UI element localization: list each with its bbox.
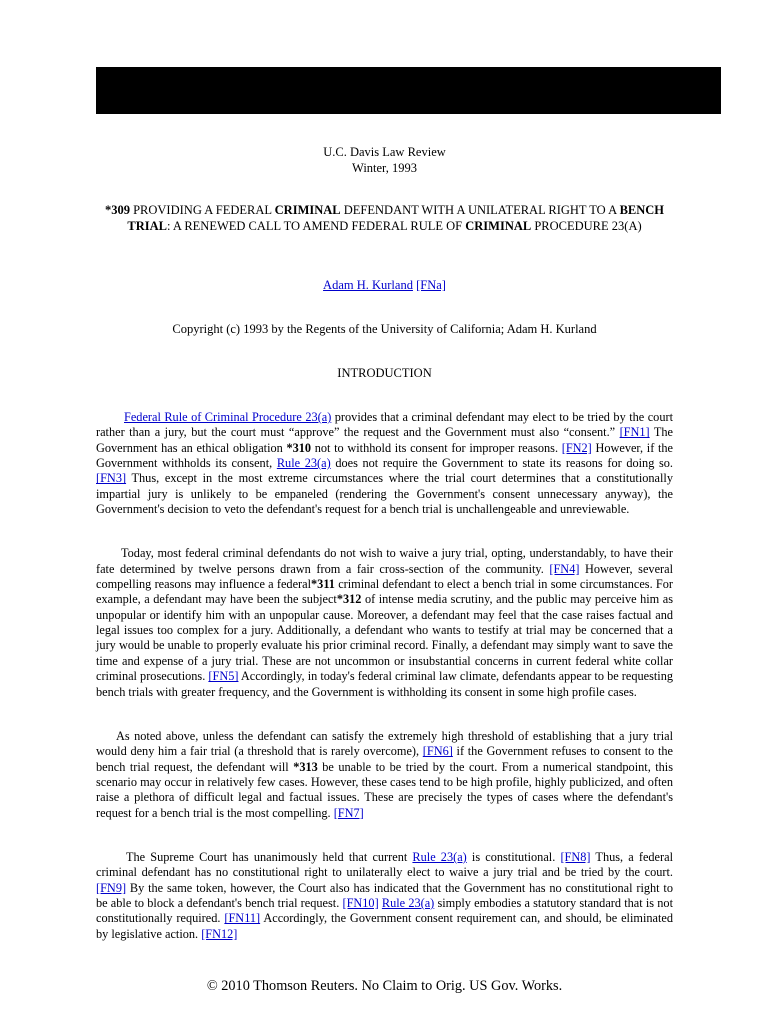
rule-23a-link[interactable]: Federal Rule of Criminal Procedure 23(a) (124, 410, 332, 424)
text: Thus, except in the most extreme circumstances where the trial court determines that a constitutionally impartial jury is unlikely to be empaneled (rendering the Government's consent unnecessary anyway), the Government's decision to veto the defendant's request for a bench trial is unchallengeable and unreviewable. (96, 471, 673, 517)
page-star-311: *311 (311, 577, 335, 592)
paragraph-4 (96, 850, 673, 942)
article-body (96, 410, 673, 971)
page-star-309: *309 (104, 203, 130, 217)
text: if the Government refuses to consent to the bench trial request, the defendant will (96, 744, 673, 774)
footnote-link-fn11[interactable]: [FN11] (224, 911, 261, 926)
title-text: PROCEDURE 23(A) (531, 218, 642, 233)
footnote-link-fn6[interactable]: [FN6] (422, 744, 453, 759)
section-heading: INTRODUCTION (337, 366, 432, 380)
text: be unable to be tried by the court. From a numerical standpoint, this scenario may occur in relatively few cases. However, these cases tend to be high profile, highly publicized, and often raise a plethora of difficult legal and factual issues. These are precisely the types of cases where the defendant's request for a bench trial is the most compelling. (96, 759, 673, 820)
copyright-notice: Copyright (c) 1993 by the Regents of the University of California; Adam H. Kurland (172, 322, 597, 336)
text: criminal defendant to elect a bench trial in some circumstances. For example, a defendant may have been the subject (96, 577, 673, 607)
text: not to withhold its consent for improper reasons. (311, 440, 562, 455)
author-line (96, 278, 673, 294)
text: The Government has an ethical obligation (96, 425, 673, 455)
text: The Supreme Court has unanimously held that current (126, 849, 413, 864)
title-text: PROVIDING A FEDERAL (129, 203, 275, 217)
text: However, if the Government withholds its consent, (96, 440, 673, 471)
footnote-link-fn8[interactable]: [FN8] (560, 849, 591, 864)
title-text: DEFENDANT WITH A UNILATERAL RIGHT TO A (340, 203, 620, 217)
text: is constitutional. (466, 849, 561, 864)
footnote-link-fn4[interactable]: [FN4] (549, 561, 580, 576)
text: Accordingly, in today's federal criminal law climate, defendants appear to be requesting bench trials with greater frequency, and the Government is withholding its consent in some high profile cases. (96, 669, 673, 699)
text: Accordingly, the Government consent requirement can, and should, be eliminated by legislative action. (96, 911, 673, 941)
page-star-313: *313 (293, 759, 318, 774)
journal-name: U.C. Davis Law Review (323, 145, 446, 159)
text: simply embodies a statutory standard that is not constitutionally required. (96, 895, 673, 926)
footnote-link-fn7[interactable]: [FN7] (333, 805, 364, 820)
title-term: BENCH TRIAL (127, 203, 665, 233)
text: Thus, a federal criminal defendant has no constitutional right to unilaterally elect to waive a jury trial and be tried by the court. (96, 849, 673, 880)
paragraph-1 (96, 410, 673, 517)
page-star-312: *312 (336, 592, 362, 607)
text: Today, most federal criminal defendants do not wish to waive a jury trial, opting, understandably, to have their fate determined by twelve persons drawn from a fair cross-section of the community. (96, 546, 673, 576)
footnote-link-fn9[interactable]: [FN9] (96, 880, 127, 895)
article-title (96, 203, 673, 234)
text: provides that a criminal defendant may elect to be tried by the court rather than a jury, but the court must “approve” the request and the Government must also “consent.” (96, 410, 673, 440)
text: However, several compelling reasons may influence a federal (96, 561, 673, 592)
page-star-310: *310 (286, 440, 312, 455)
footnote-link-fn3[interactable]: [FN3] (96, 471, 127, 486)
paragraph-2 (96, 546, 673, 699)
rule-23a-link[interactable]: Rule 23(a) (276, 456, 331, 471)
journal-info (96, 145, 673, 176)
footnote-link-fn5[interactable]: [FN5] (208, 669, 239, 684)
rule-23a-link[interactable]: Rule 23(a) (412, 849, 467, 864)
author-footnote-link[interactable]: [FNa] (416, 278, 446, 292)
text: By the same token, however, the Court also has indicated that the Government has no constitutional right to be able to block a defendant's bench trial request. (96, 880, 673, 910)
footnote-link-fn12[interactable]: [FN12] (201, 926, 238, 941)
journal-date: Winter, 1993 (352, 160, 417, 175)
page-footer: © 2010 Thomson Reuters. No Claim to Orig. US Gov. Works. (206, 978, 563, 994)
title-term: CRIMINAL (274, 203, 341, 217)
text: of intense media scrutiny, and the public may perceive him as unpopular or identify him with an unpopular cause. Moreover, a defendant may feel that the case raises factual and legal issues too complex for a jury. Additionally, a defendant who wants to testify at trial may be concerned that a jury would be unable to properly evaluate his prior criminal record. Finally, a defendant may simply want to save the time and expense of a jury trial. These are not uncommon or insubstantial concerns in current federal white collar criminal prosecutions. (96, 592, 673, 684)
paragraph-3 (96, 729, 673, 821)
text: As noted above, unless the defendant can satisfy the extremely high threshold of establishing that a jury trial would deny him a fair trial (a threshold that is rarely overcome), (96, 728, 673, 759)
title-term: CRIMINAL (465, 218, 532, 233)
text: does not require the Government to state its reasons for doing so. (330, 456, 674, 471)
footnote-link-fn1[interactable]: [FN1] (619, 425, 650, 440)
header-bar (96, 67, 721, 114)
footnote-link-fn2[interactable]: [FN2] (561, 440, 592, 455)
title-text: : A RENEWED CALL TO AMEND FEDERAL RULE OF (166, 218, 466, 233)
author-link[interactable]: Adam H. Kurland (323, 278, 413, 292)
footnote-link-fn10[interactable]: [FN10] (342, 895, 379, 910)
rule-23a-link[interactable]: Rule 23(a) (381, 895, 435, 910)
